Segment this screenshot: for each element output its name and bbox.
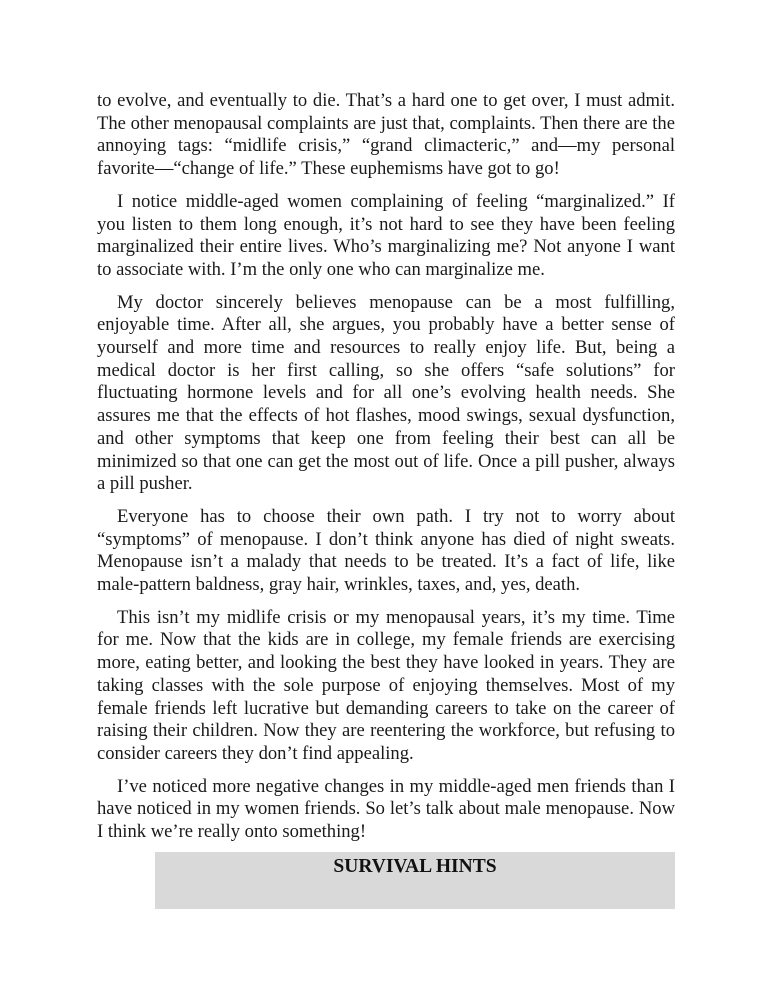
survival-hints-box [155,852,675,909]
paragraph-my-time: This isn’t my midlife crisis or my menopausal years, it’s my time. Time for me. Now that the kids are in college, my female friends are exercising more, eating better, and looking the best they have looked in years. They are taking classes with the sole purpose of enjoying themselves. Most of my female friends left lucrative but demanding careers to take on the career of raising their children. Now they are reentering the workforce, but refusing to consider careers they don’t find appealing. [97,606,675,764]
page-body [97,90,675,854]
paragraph-male-menopause: I’ve noticed more negative changes in my middle-aged men friends than I have noticed in my women friends. So let’s talk about male menopause. Now I think we’re really onto something! [97,775,675,843]
paragraph-own-path: Everyone has to choose their own path. I try not to worry about “symptoms” of menopause. I don’t think anyone has died of night sweats. Menopause isn’t a malady that needs to be treated. It’s a fact of life, like male-pattern baldness, gray hair, wrinkles, taxes, and, yes, death. [97,505,675,596]
paragraph-continued: to evolve, and eventually to die. That’s a hard one to get over, I must admit. The other menopausal complaints are just that, complaints. Then there are the annoying tags: “midlife crisis,” “grand climacteric,” and—my personal favorite—“change of life.” These euphemisms have got to go! [97,90,675,180]
paragraph-doctor: My doctor sincerely believes menopause can be a most fulfilling, enjoyable time. After all, she argues, you probably have a better sense of yourself and more time and resources to really enjoy life. But, being a medical doctor is her first calling, so she offers “safe solutions” for fluctuating hormone levels and for all one’s evolving health needs. She assures me that the effects of hot flashes, mood swings, sexual dysfunction, and other symptoms that keep one from feeling their best can all be minimized so that one can get the most out of life. Once a pill pusher, always a pill pusher. [97,291,675,495]
section-heading: SURVIVAL HINTS [333,856,497,877]
paragraph-marginalized: I notice middle-aged women complaining of feeling “marginalized.” If you listen to them long enough, it’s not hard to see they have been feeling marginalized their entire lives. Who’s marginalizing me? Not anyone I want to associate with. I’m the only one who can marginalize me. [97,190,675,280]
